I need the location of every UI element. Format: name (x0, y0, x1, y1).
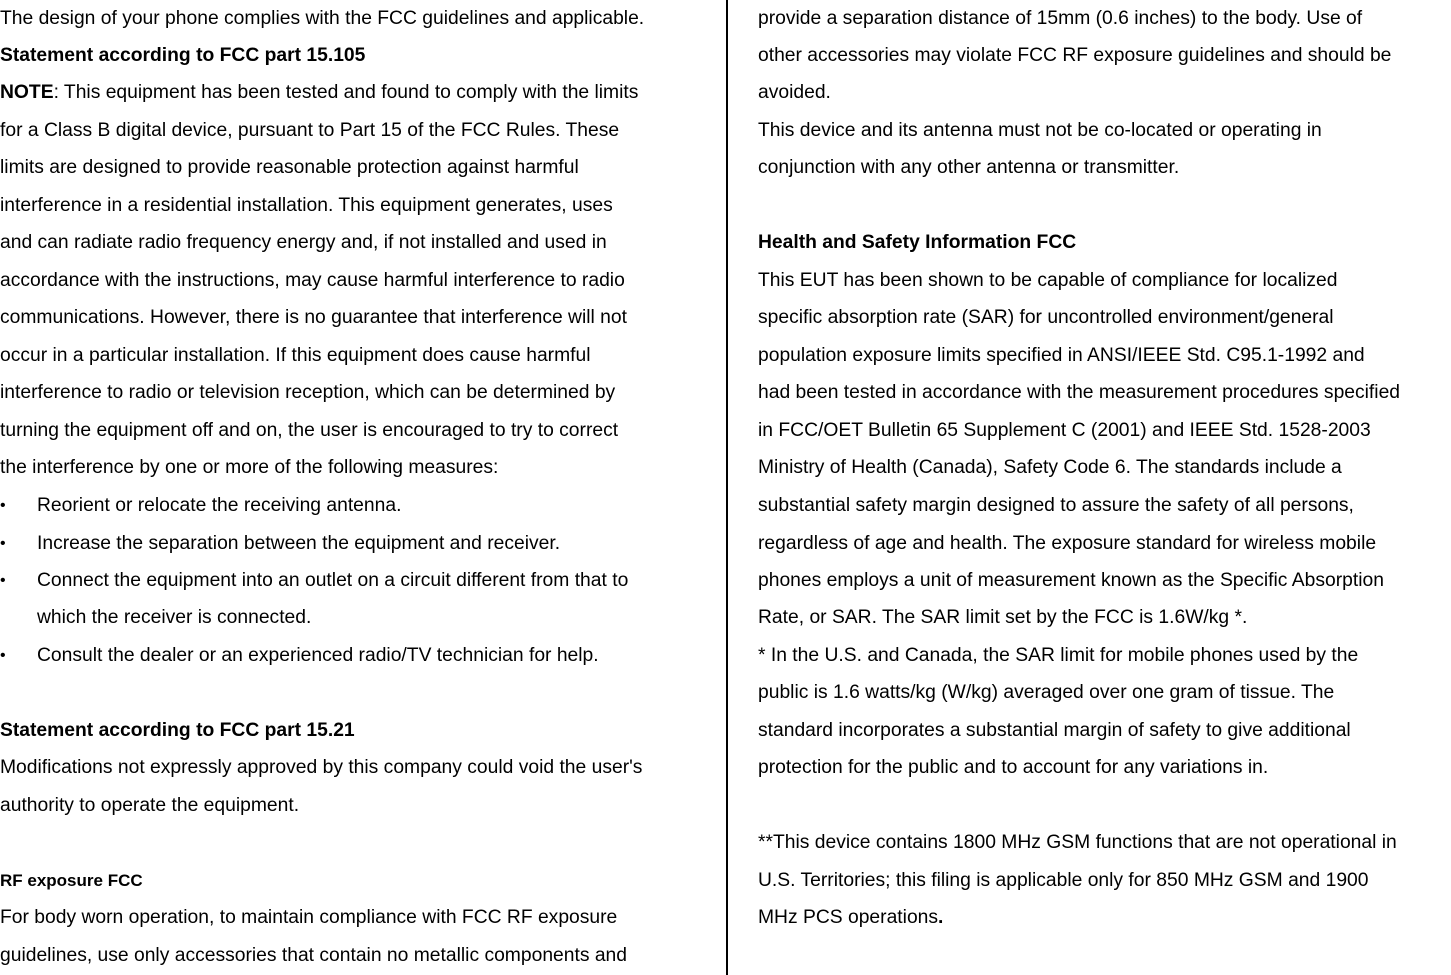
bullet-icon: • (0, 572, 6, 589)
paragraph-line: * In the U.S. and Canada, the SAR limit for mobile phones used by the (758, 645, 1359, 666)
bullet-icon: • (0, 647, 6, 664)
bullet-item: Connect the equipment into an outlet on a circuit different from that to (37, 570, 629, 591)
paragraph-line: Ministry of Health (Canada), Safety Code 6. The standards include a (758, 457, 1342, 478)
intro-line: The design of your phone complies with the FCC guidelines and applicable. (0, 8, 645, 29)
bullet-icon: • (0, 497, 6, 514)
paragraph-line: limits are designed to provide reasonable protection against harmful (0, 157, 579, 178)
paragraph-line-final (758, 907, 943, 929)
paragraph-line: and can radiate radio frequency energy and, if not installed and used in (0, 232, 607, 253)
note-text: : This equipment has been tested and found to comply with the limits (53, 82, 639, 103)
paragraph-line: interference to radio or television reception, which can be determined by (0, 382, 616, 403)
paragraph-line: **This device contains 1800 MHz GSM functions that are not operational in (758, 832, 1397, 853)
heading-health-safety: Health and Safety Information FCC (758, 232, 1077, 253)
paragraph-line: This device and its antenna must not be co-located or operating in (758, 120, 1322, 141)
final-text: MHz PCS operations (758, 907, 939, 928)
paragraph-line: public is 1.6 watts/kg (W/kg) averaged over one gram of tissue. The (758, 682, 1335, 703)
column-divider (726, 0, 728, 975)
paragraph-line: guidelines, use only accessories that contain no metallic components and (0, 945, 628, 966)
heading-fcc-15-21: Statement according to FCC part 15.21 (0, 720, 355, 741)
paragraph-line: accordance with the instructions, may cause harmful interference to radio (0, 270, 625, 291)
paragraph-line: in FCC/OET Bulletin 65 Supplement C (2001) and IEEE Std. 1528-2003 (758, 420, 1371, 441)
paragraph-line: interference in a residential installation. This equipment generates, uses (0, 195, 613, 216)
paragraph-line: authority to operate the equipment. (0, 795, 300, 816)
paragraph-line: Rate, or SAR. The SAR limit set by the FCC is 1.6W/kg *. (758, 607, 1248, 628)
paragraph-line: other accessories may violate FCC RF exposure guidelines and should be (758, 45, 1392, 66)
bullet-item-continued: which the receiver is connected. (37, 607, 312, 628)
paragraph-line: had been tested in accordance with the measurement procedures specified (758, 382, 1401, 403)
bullet-item: Reorient or relocate the receiving antenna. (37, 495, 402, 516)
final-period: . (938, 907, 944, 928)
paragraph-line: standard incorporates a substantial margin of safety to give additional (758, 720, 1351, 741)
paragraph-line: specific absorption rate (SAR) for uncontrolled environment/general (758, 307, 1334, 328)
paragraph-line: occur in a particular installation. If this equipment does cause harmful (0, 345, 591, 366)
paragraph-line: turning the equipment off and on, the user is encouraged to try to correct (0, 420, 619, 441)
bullet-icon: • (0, 535, 6, 552)
paragraph-line: the interference by one or more of the following measures: (0, 457, 499, 478)
paragraph-line: population exposure limits specified in ANSI/IEEE Std. C95.1-1992 and (758, 345, 1365, 366)
paragraph-line: conjunction with any other antenna or transmitter. (758, 157, 1180, 178)
paragraph-line: communications. However, there is no guarantee that interference will not (0, 307, 627, 328)
paragraph-line: For body worn operation, to maintain compliance with FCC RF exposure (0, 907, 618, 928)
heading-rf-exposure: RF exposure FCC (0, 871, 143, 890)
paragraph-line: U.S. Territories; this filing is applicable only for 850 MHz GSM and 1900 (758, 870, 1369, 891)
paragraph-line: This EUT has been shown to be capable of compliance for localized (758, 270, 1338, 291)
paragraph-line: substantial safety margin designed to assure the safety of all persons, (758, 495, 1354, 516)
paragraph-line: Modifications not expressly approved by this company could void the user's (0, 757, 643, 778)
note-line (0, 82, 638, 104)
paragraph-line: avoided. (758, 82, 831, 103)
paragraph-line: protection for the public and to account for any variations in. (758, 757, 1269, 778)
note-label: NOTE (0, 82, 54, 103)
paragraph-line: phones employs a unit of measurement known as the Specific Absorption (758, 570, 1384, 591)
heading-fcc-15-105: Statement according to FCC part 15.105 (0, 45, 366, 66)
bullet-item: Increase the separation between the equipment and receiver. (37, 533, 561, 554)
paragraph-line: for a Class B digital device, pursuant to Part 15 of the FCC Rules. These (0, 120, 620, 141)
paragraph-line: provide a separation distance of 15mm (0.6 inches) to the body. Use of (758, 8, 1363, 29)
bullet-item: Consult the dealer or an experienced radio/TV technician for help. (37, 645, 599, 666)
paragraph-line: regardless of age and health. The exposure standard for wireless mobile (758, 533, 1377, 554)
